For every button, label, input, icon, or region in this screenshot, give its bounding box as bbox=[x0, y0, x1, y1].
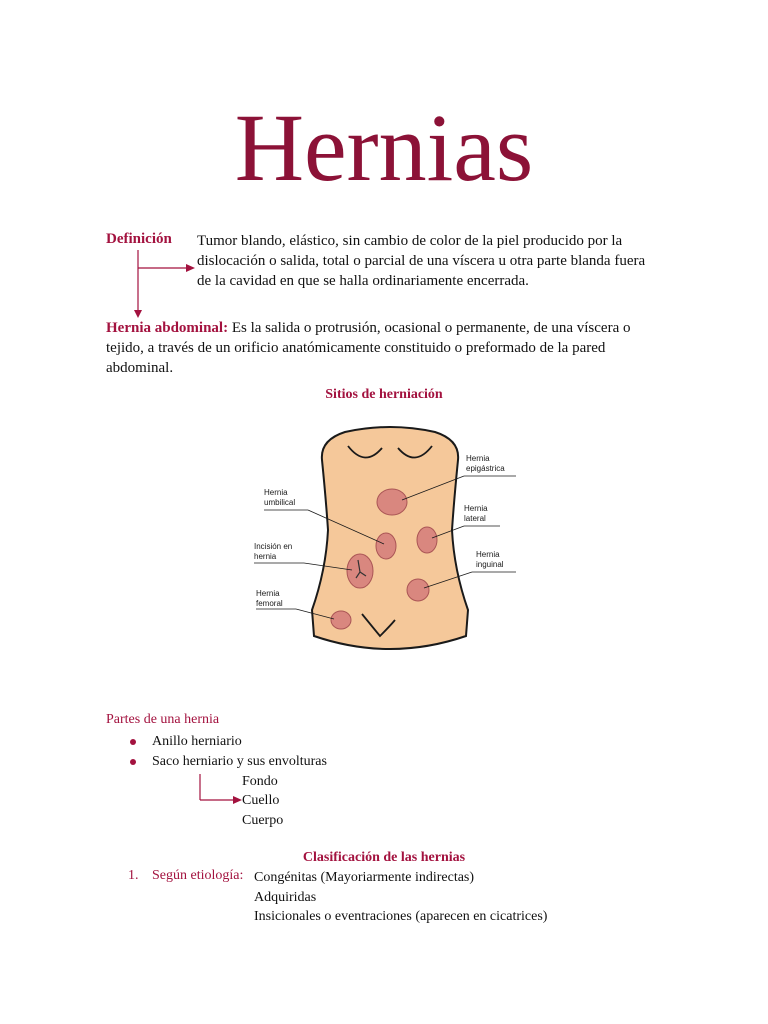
etiology-item: Adquiridas bbox=[254, 890, 317, 905]
definition-label: Definición bbox=[106, 231, 172, 247]
label-inguinal-1: Hernia bbox=[476, 550, 500, 559]
label-epigastrica-1: Hernia bbox=[466, 454, 490, 463]
lateral-hernia bbox=[417, 527, 437, 553]
list-item: Saco herniario y sus envolturas bbox=[130, 752, 327, 772]
label-femoral-2: femoral bbox=[256, 599, 283, 608]
sac-part-cuerpo: Cuerpo bbox=[242, 813, 284, 828]
classification-number: 1. bbox=[128, 868, 139, 883]
femoral-hernia bbox=[331, 611, 351, 629]
definition-text: Tumor blando, elástico, sin cambio de color de la piel producido por la dislocación o salida, total o parcial de una víscera u otra parte blanda fuera de la cavidad en que se halla ordinariamente encerrada. bbox=[197, 233, 646, 289]
page-title: Hernias bbox=[234, 94, 534, 201]
epigastric-hernia bbox=[377, 489, 407, 515]
etiology-item: Congénitas (Mayoriarmente indirectas) bbox=[254, 870, 475, 885]
label-epigastrica-2: epigástrica bbox=[466, 464, 505, 473]
label-umbilical-2: umbilical bbox=[264, 498, 296, 507]
label-inguinal-2: inguinal bbox=[476, 560, 504, 569]
etiology-item: Insicionales o eventraciones (aparecen en cicatrices) bbox=[254, 909, 548, 924]
list-item: Anillo herniario bbox=[130, 732, 327, 752]
sac-parts-arrow bbox=[196, 772, 246, 804]
inguinal-hernia bbox=[407, 579, 429, 601]
abdominal-definition bbox=[106, 318, 646, 378]
sites-heading: Sitios de herniación bbox=[325, 387, 443, 402]
label-femoral-1: Hernia bbox=[256, 589, 280, 598]
sac-part-cuello: Cuello bbox=[242, 793, 280, 808]
abdominal-label: Hernia abdominal: bbox=[106, 320, 229, 336]
sac-part-fondo: Fondo bbox=[242, 774, 278, 789]
parts-heading: Partes de una hernia bbox=[106, 712, 220, 727]
umbilical-hernia bbox=[376, 533, 396, 559]
hernia-sites-diagram bbox=[240, 420, 540, 670]
classification-heading: Clasificación de las hernias bbox=[302, 850, 466, 865]
abdominal-text: Es la salida o protrusión, ocasional o permanente, de una víscera o tejido, a través de un orificio anatómicamente constituido o preformado de la pared abdominal. bbox=[106, 320, 631, 376]
parts-list bbox=[130, 732, 327, 772]
label-incision-1: Incisión en bbox=[254, 542, 293, 551]
definition-arrows bbox=[128, 248, 200, 320]
label-lateral-1: Hernia bbox=[464, 504, 488, 513]
label-incision-2: hernia bbox=[254, 552, 277, 561]
label-umbilical-1: Hernia bbox=[264, 488, 288, 497]
label-lateral-2: lateral bbox=[464, 514, 486, 523]
classification-label: Según etiología: bbox=[152, 868, 244, 883]
